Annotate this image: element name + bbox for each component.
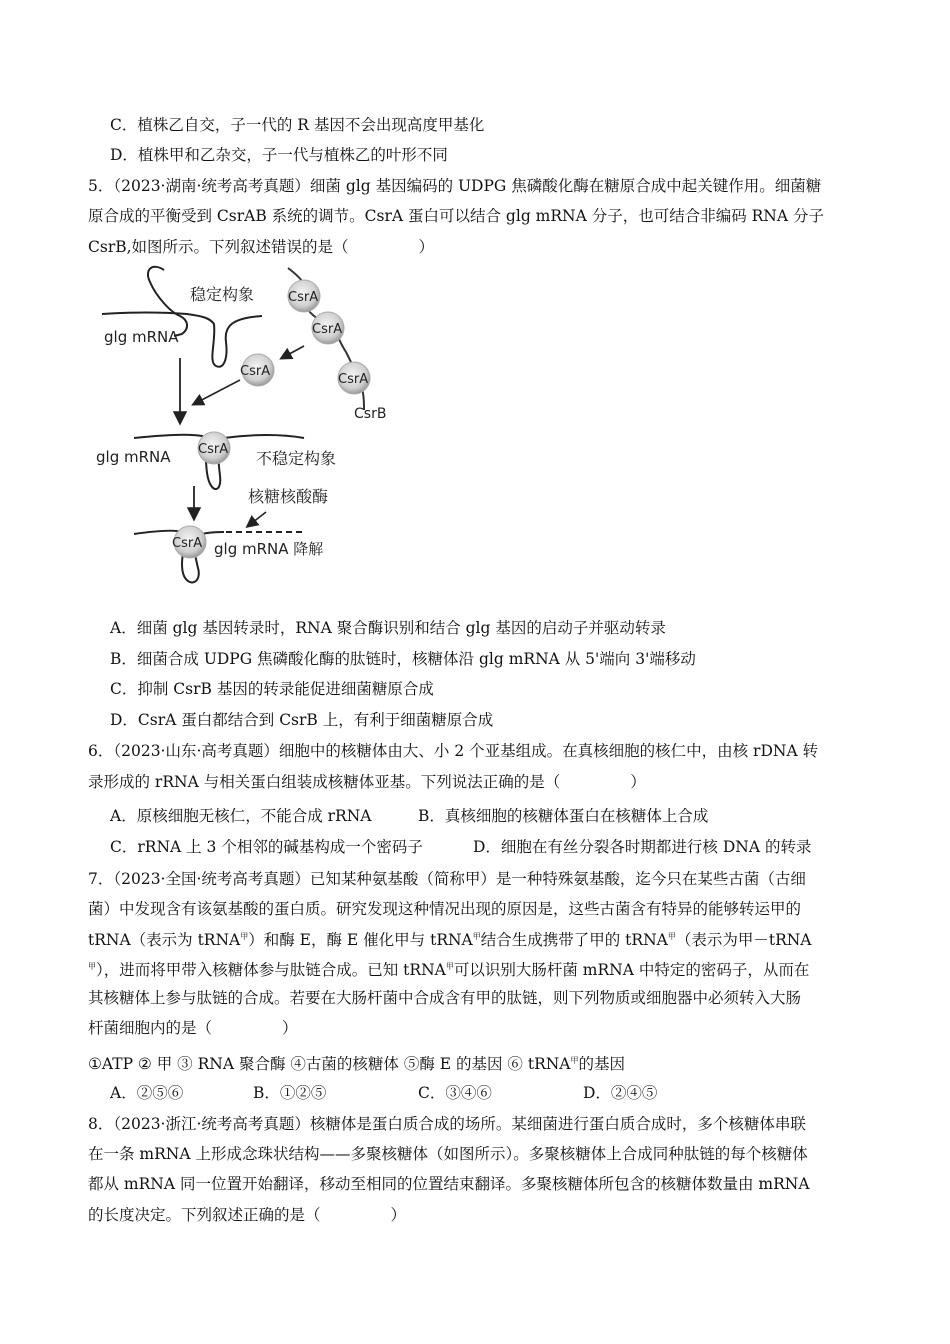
q5-option-c: C．抑制 CsrB 基因的转录能促进细菌糖原合成 (110, 680, 434, 698)
q8-stem-line3: 都从 mRNA 同一位置开始翻译，移动至相同的位置结束翻译。多聚核糖体所包含的核糖体数量由 mRNA (88, 1175, 810, 1193)
arrow-rnase (248, 512, 266, 526)
q7-stem-line3: tRNA（表示为 tRNA$^甲$）和酶 E，酶 E 催化甲与 tRNA$^甲$结合生成携带了甲的 tRNA$^甲$（表示为甲－tRNA (88, 931, 812, 949)
q6-stem-line2: 录形成的 rRNA 与相关蛋白组装成核糖体亚基。下列说法正确的是（ ） (88, 773, 646, 791)
csrab-figure (92, 262, 402, 592)
q6-option-d: D．细胞在有丝分裂各时期都进行核 DNA 的转录 (473, 838, 812, 856)
q8-stem-line1: 8．（2023·浙江·统考高考真题）核糖体是蛋白质合成的场所。某细菌进行蛋白质合成时，多个核糖体串联 (88, 1115, 806, 1133)
q7-stem-line2: 菌）中发现含有该氨基酸的蛋白质。研究发现这种情况出现的原因是，这些古菌含有特异的能够转运甲的 (88, 900, 802, 918)
label-csra-bound-2: CsrA (172, 536, 203, 551)
q7-option-d: D．②④⑤ (583, 1084, 658, 1102)
q6-stem-line1: 6．（2023·山东·高考真题）细胞中的核糖体由大、小 2 个亚基组成。在真核细胞的核仁中，由核 rDNA 转 (88, 742, 819, 760)
q5-stem-line2: 原合成的平衡受到 CsrAB 系统的调节。CsrA 蛋白可以结合 glg mRNA 分子，也可结合非编码 RNA 分子 (88, 207, 824, 225)
label-stable-conformation: 稳定构象 (190, 285, 255, 304)
q7-stem-line5: 其核糖体上参与肽链的合成。若要在大肠杆菌中合成含有甲的肽链，则下列物质或细胞器中必须转入大肠 (88, 989, 802, 1007)
prev-option-d: D．植株甲和乙杂交，子一代与植株乙的叶形不同 (110, 146, 448, 164)
label-csra-free: CsrA (240, 364, 271, 379)
q7-items: ①ATP ② 甲 ③ RNA 聚合酶 ④古菌的核糖体 ⑤酶 E 的基因 ⑥ tRNA$^甲$的基因 (88, 1055, 626, 1073)
label-csra-3: CsrA (338, 372, 369, 387)
label-csra-2: CsrA (312, 322, 343, 337)
label-degradation: glg mRNA 降解 (214, 540, 324, 558)
q7-option-a: A．②⑤⑥ (110, 1084, 184, 1102)
q5-option-d: D．CsrA 蛋白都结合到 CsrB 上，有利于细菌糖原合成 (110, 711, 494, 729)
q5-option-b: B．细菌合成 UDPG 焦磷酸化酶的肽链时，核糖体沿 glg mRNA 从 5'端向 3'端移动 (110, 650, 696, 668)
q7-stem-line1: 7．（2023·全国·统考高考真题）已知某种氨基酸（简称甲）是一种特殊氨基酸，迄今只在某些古菌（古细 (88, 870, 806, 888)
stable-mrna-strand (148, 267, 187, 336)
q7-option-b: B．①②⑤ (253, 1084, 327, 1102)
label-glg-mrna-1: glg mRNA (104, 328, 179, 346)
arrow-to-csrb (282, 346, 304, 358)
q5-stem-line3: CsrB,如图所示。下列叙述错误的是（ ） (88, 238, 435, 256)
q6-option-a: A．原核细胞无核仁，不能合成 rRNA (110, 807, 372, 825)
label-glg-mrna-2: glg mRNA (96, 448, 171, 466)
label-csrb: CsrB (354, 406, 387, 422)
q5-stem-line1: 5．（2023·湖南·统考高考真题）细菌 glg 基因编码的 UDPG 焦磷酸化酶在糖原合成中起关键作用。细菌糖 (88, 177, 822, 195)
q7-option-c: C．③④⑥ (418, 1084, 492, 1102)
arrow-to-mrna (194, 380, 240, 404)
label-rnase: 核糖核酸酶 (248, 487, 329, 506)
q6-option-c: C．rRNA 上 3 个相邻的碱基构成一个密码子 (110, 838, 423, 856)
q5-option-a: A．细菌 glg 基因转录时，RNA 聚合酶识别和结合 glg 基因的启动子并驱动转录 (110, 619, 666, 637)
q6-option-b: B．真核细胞的核糖体蛋白在核糖体上合成 (418, 807, 709, 825)
q8-stem-line4: 的长度决定。下列叙述正确的是（ ） (88, 1206, 407, 1224)
label-csra-1: CsrA (288, 290, 319, 305)
prev-option-c: C．植株乙自交，子一代的 R 基因不会出现高度甲基化 (110, 116, 485, 134)
q7-stem-line4: $^甲$），进而将甲带入核糖体参与肽链合成。已知 tRNA$^甲$可以识别大肠杆菌 mRNA 中特定的密码子，从而在 (88, 961, 810, 979)
label-unstable-conformation: 不稳定构象 (256, 449, 337, 468)
label-csra-bound-1: CsrA (198, 442, 229, 457)
q8-stem-line2: 在一条 mRNA 上形成念珠状结构——多聚核糖体（如图所示）。多聚核糖体上合成同种肽链的每个核糖体 (88, 1145, 808, 1163)
q7-stem-line6: 杆菌细胞内的是（ ） (88, 1019, 298, 1037)
